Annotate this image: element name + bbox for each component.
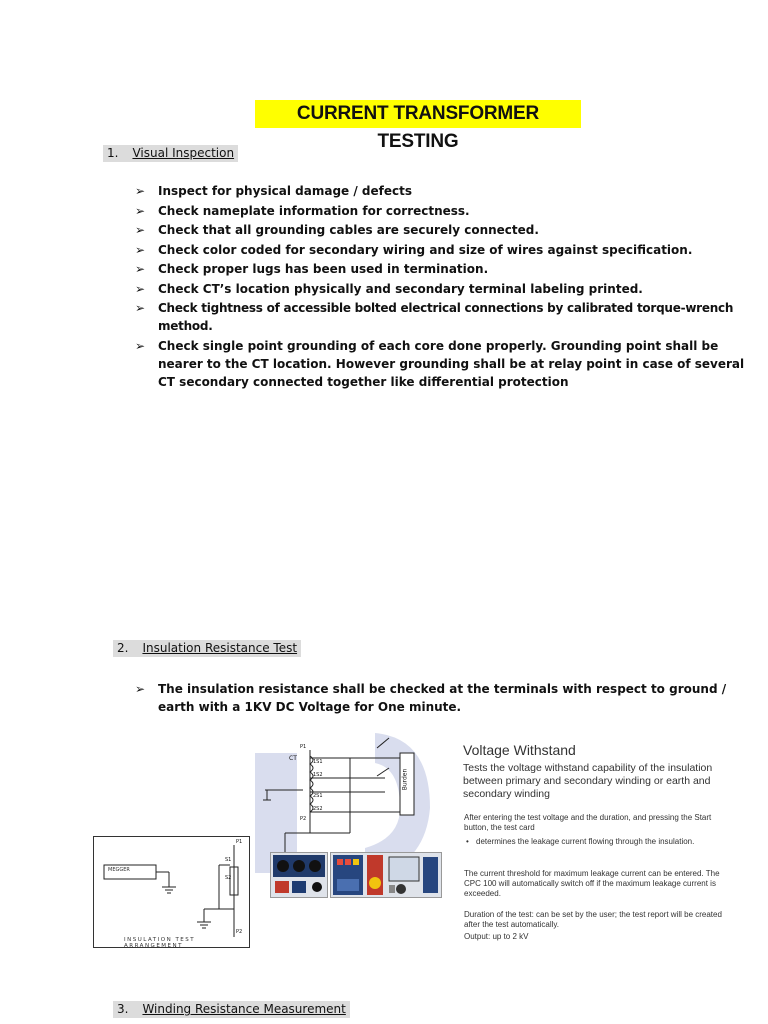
bullet-dot-icon: • (466, 837, 469, 846)
section-heading-visual-inspection (103, 145, 238, 162)
front-panel-icon (331, 853, 441, 897)
list-item: ➢ Inspect for physical damage / defects (135, 184, 413, 198)
terminal-label: P1 (300, 744, 307, 750)
arrow-bullet-icon: ➢ (135, 203, 146, 218)
insulation-test-schematic (94, 837, 249, 947)
voltage-withstand-para: After entering the test voltage and the duration, and pressing the Start button, the test card (464, 813, 712, 832)
page-title: CURRENT TRANSFORMER TESTING (255, 100, 581, 128)
arrow-bullet-icon: ➢ (135, 338, 146, 353)
section-number: 1. (107, 146, 119, 160)
section-number: 2. (117, 641, 129, 655)
arrow-bullet-icon: ➢ (135, 682, 146, 696)
terminal-label: S1 (225, 857, 232, 863)
terminal-label: P2 (236, 929, 243, 935)
insulation-test-diagram (93, 836, 250, 948)
arrow-bullet-icon: ➢ (135, 301, 145, 315)
list-item: ➢ Check color coded for secondary wiring and size of wires against specification. (135, 242, 693, 257)
visual-inspection-list (135, 182, 755, 392)
section-number: 3. (117, 1002, 129, 1016)
insulation-list (135, 680, 755, 718)
list-item: ➢ Check that all grounding cables are securely connected. (135, 223, 539, 237)
list-item: ➢ Check tightness of accessible bolted electrical connections by calibrated torque-wrench method. (135, 301, 734, 333)
section-label: Visual Inspection (132, 146, 235, 160)
arrow-bullet-icon: ➢ (135, 281, 146, 296)
voltage-withstand-para: The current threshold for maximum leakage current can be entered. The CPC 100 will automatically switch off if the maximum leakage current is exceeded. (464, 869, 720, 898)
voltage-withstand-bullet: • determines the leakage current flowing through the insulation. (466, 837, 695, 846)
terminal-label: P2 (300, 816, 307, 822)
burden-label: Burden (401, 768, 409, 791)
section-heading-winding-resistance (113, 1001, 350, 1018)
arrow-bullet-icon: ➢ (135, 262, 146, 276)
terminal-label: 1S1 (313, 759, 323, 765)
list-item: ➢ Check single point grounding of each core done properly. Grounding point shall be nearer to the CT location. However grounding shall be at relay point in case of several CT secondary connected together like differential protection (135, 338, 745, 389)
voltage-withstand-heading: Voltage Withstand (463, 742, 576, 758)
ct-label: CT (289, 755, 297, 762)
section-label: Winding Resistance Measurement (142, 1002, 346, 1016)
voltage-withstand-para: Duration of the test: can be set by the user; the test report will be created after the test automatically. (464, 910, 722, 929)
section-heading-insulation-resistance (113, 640, 301, 657)
section-label: Insulation Resistance Test (142, 641, 298, 655)
voltage-withstand-output: Output: up to 2 kV (464, 932, 529, 941)
test-set-terminals-image (270, 852, 328, 898)
diagram-caption: INSULATION TEST ARRANGEMENT (124, 937, 196, 949)
arrow-bullet-icon: ➢ (135, 242, 146, 257)
arrow-bullet-icon: ➢ (135, 184, 146, 198)
terminal-label: P1 (236, 839, 243, 845)
terminal-panel-icon (271, 853, 327, 897)
test-set-front-panel-image (330, 852, 442, 898)
list-item: ➢ Check CT’s location physically and secondary terminal labeling printed. (135, 281, 643, 296)
list-item: ➢ The insulation resistance shall be checked at the terminals with respect to ground / earth with a 1KV DC Voltage for One minute. (135, 682, 727, 714)
voltage-withstand-lead: Tests the voltage withstand capability of the insulation between primary and secondary winding or earth and secondary winding (463, 762, 713, 800)
terminal-label: 2S1 (313, 793, 323, 799)
terminal-label: 1S2 (313, 772, 323, 778)
arrow-bullet-icon: ➢ (135, 223, 146, 237)
list-item: ➢ Check nameplate information for correctness. (135, 203, 470, 218)
terminal-label: S2 (225, 875, 232, 881)
list-item: ➢ Check proper lugs has been used in termination. (135, 262, 489, 276)
terminal-label: 2S2 (313, 806, 323, 812)
meter-label: MEGGER (108, 867, 130, 873)
